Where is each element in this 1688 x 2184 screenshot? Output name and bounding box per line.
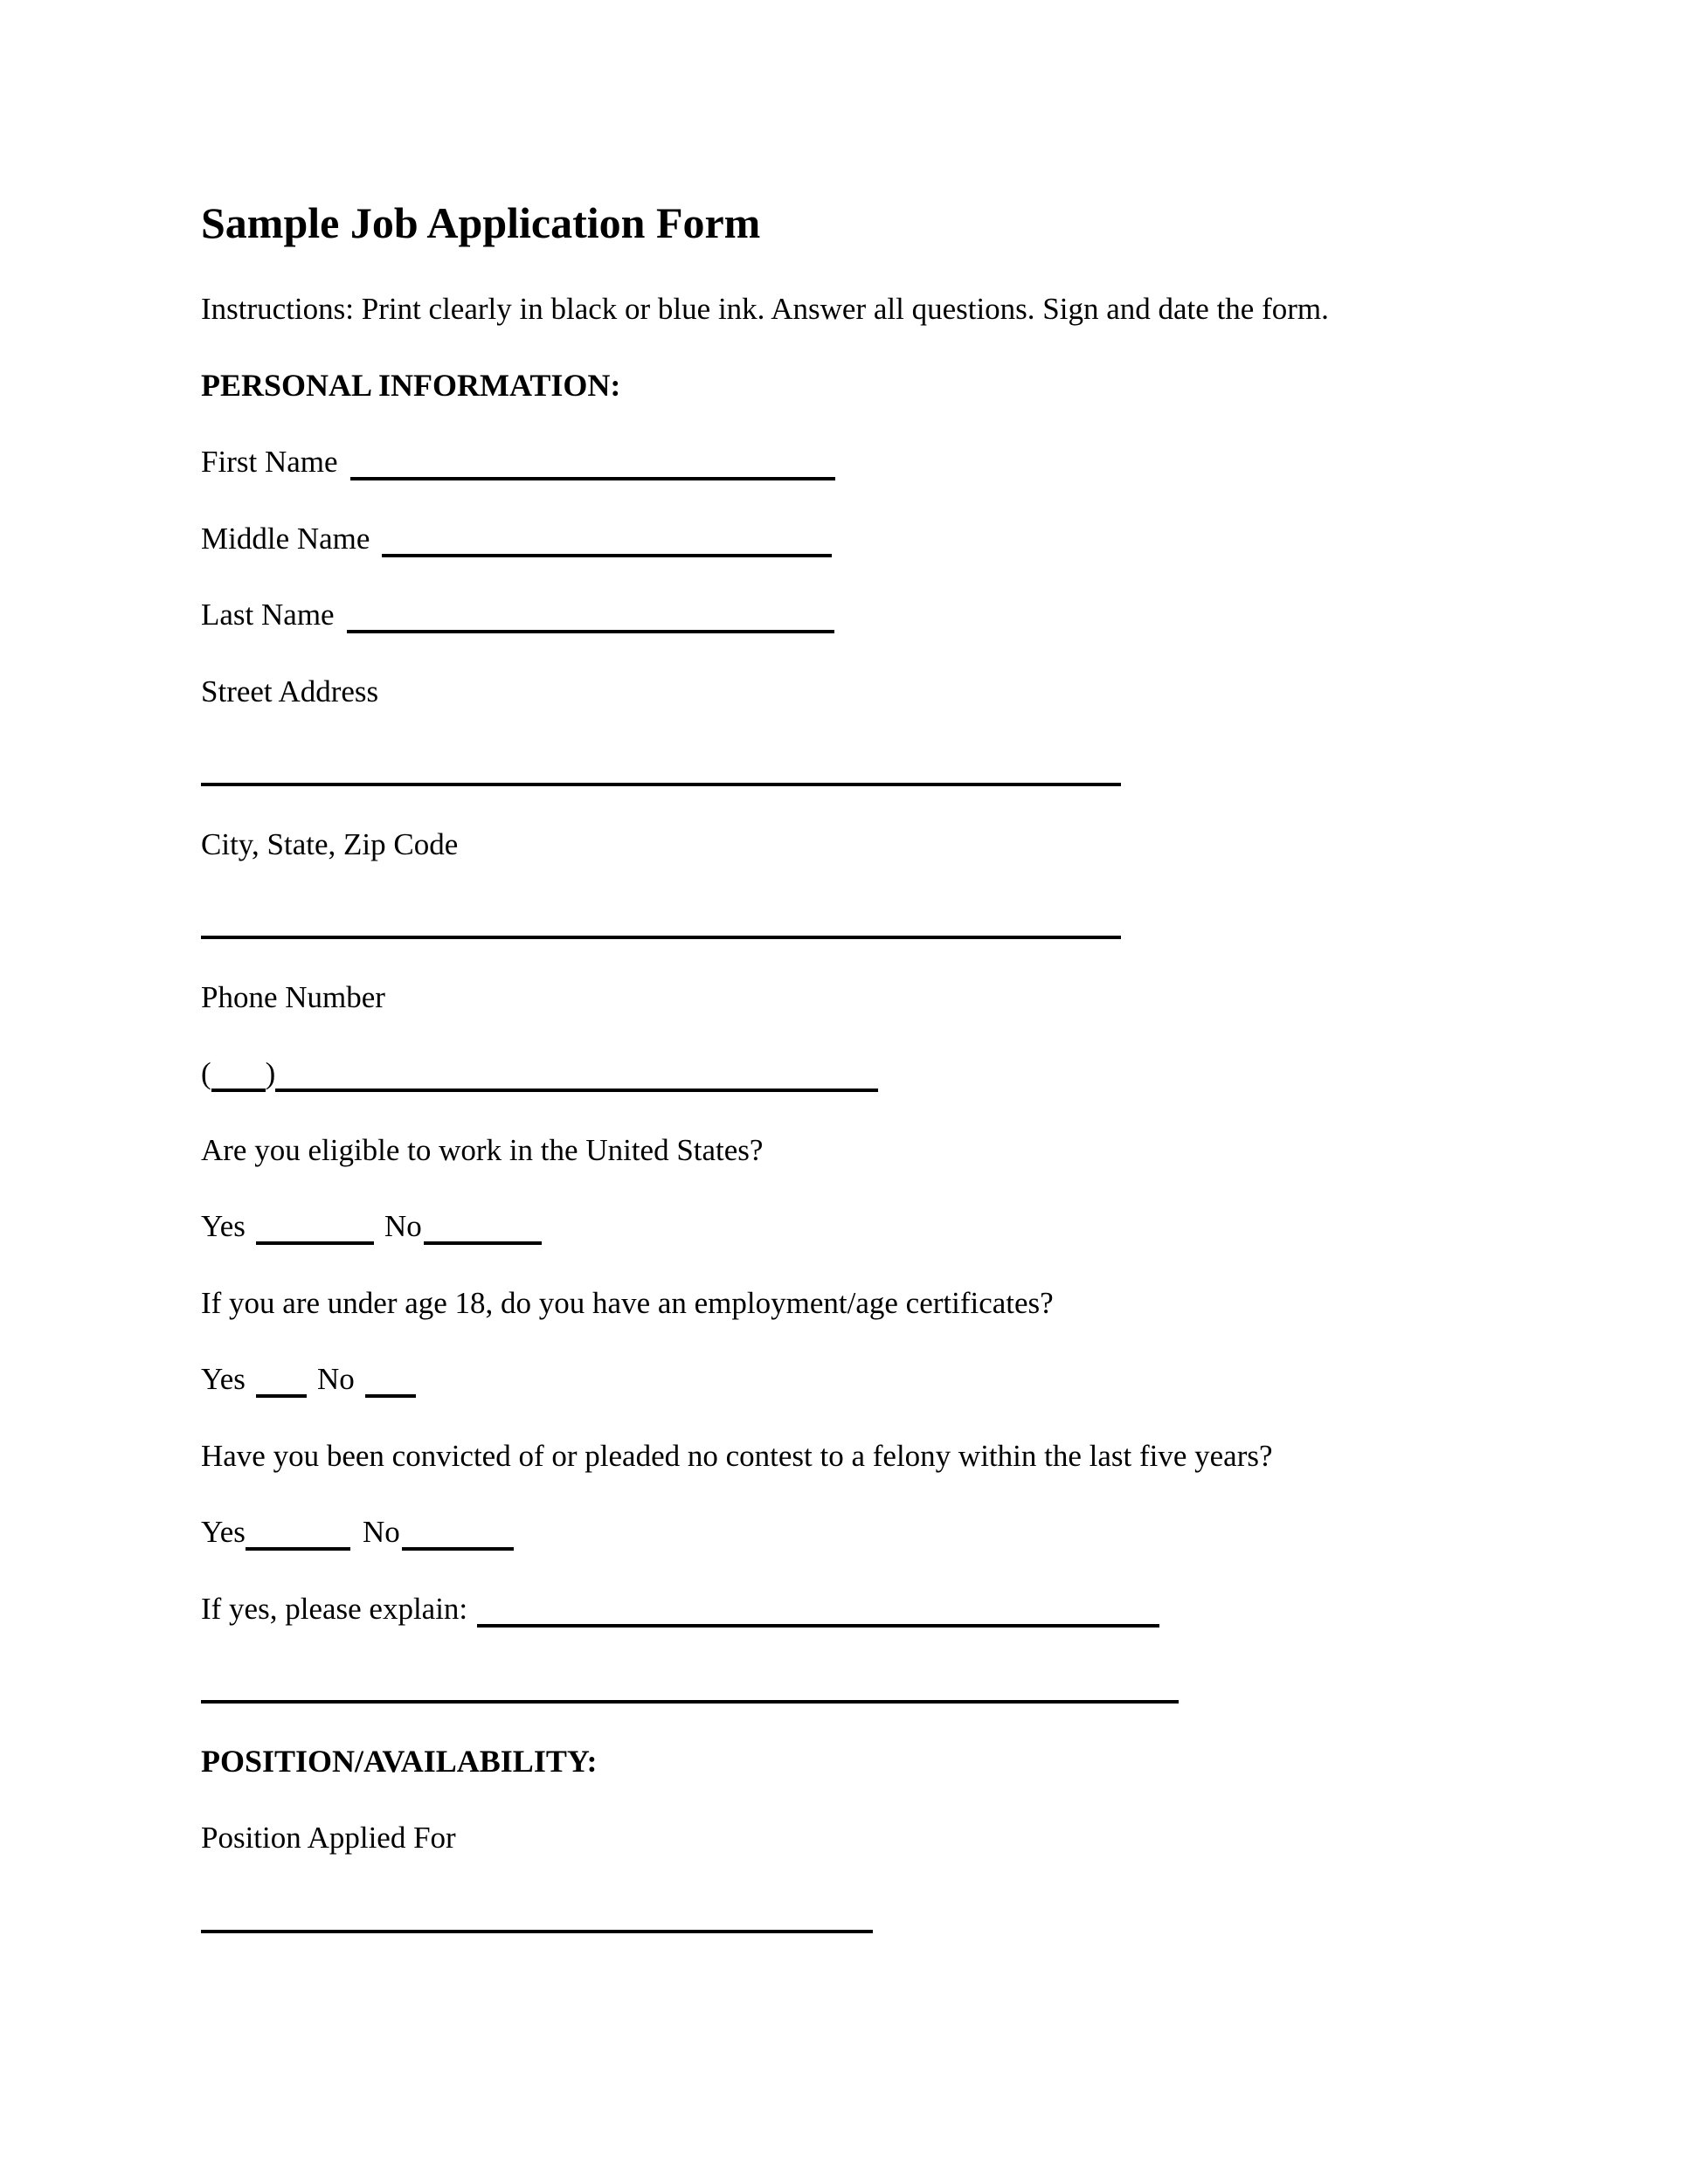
- under18-yes-no-row: [201, 1341, 1688, 1418]
- position-availability-heading: POSITION/AVAILABILITY:: [201, 1743, 598, 1779]
- eligible-yes-label: Yes: [201, 1209, 246, 1243]
- street-address-label: Street Address: [201, 674, 379, 708]
- felony-yes-label: Yes: [201, 1515, 246, 1549]
- phone-area-code-blank: [211, 1089, 266, 1092]
- explain-continuation-blank: [201, 1700, 1179, 1704]
- explain-continuation-blank-row: [201, 1647, 1688, 1724]
- eligible-no-label: No: [384, 1209, 422, 1243]
- felony-no-label: No: [362, 1515, 400, 1549]
- middle-name-blank: [382, 554, 832, 557]
- form-title: Sample Job Application Form: [201, 198, 761, 247]
- middle-name-label: Middle Name: [201, 521, 370, 556]
- eligible-yes-no-row: [201, 1188, 1688, 1265]
- last-name-label: Last Name: [201, 598, 335, 632]
- phone-number-blank-row: [201, 1035, 1688, 1112]
- position-applied-label: Position Applied For: [201, 1821, 456, 1855]
- instructions-text: Instructions: Print clearly in black or blue ink. Answer all questions. Sign and date the form.: [201, 292, 1329, 326]
- felony-yes-blank: [246, 1547, 350, 1551]
- explain-blank: [477, 1624, 1159, 1628]
- under18-yes-blank: [256, 1394, 307, 1398]
- first-name-label: First Name: [201, 445, 338, 479]
- personal-information-heading: PERSONAL INFORMATION:: [201, 367, 621, 403]
- position-applied-blank: [201, 1930, 873, 1933]
- city-state-zip-label: City, State, Zip Code: [201, 826, 459, 861]
- street-address-blank: [201, 783, 1121, 786]
- felony-no-blank: [402, 1547, 514, 1551]
- explain-row: [201, 1571, 1688, 1648]
- felony-question: Have you been convicted of or pleaded no contest to a felony within the last five years?: [201, 1438, 1273, 1473]
- last-name-row: [201, 577, 1688, 653]
- phone-number-label: Phone Number: [201, 979, 385, 1014]
- first-name-blank: [350, 477, 835, 480]
- eligible-question: Are you eligible to work in the United States?: [201, 1132, 764, 1167]
- middle-name-row: [201, 501, 1688, 577]
- phone-close-paren: ): [265, 1056, 276, 1090]
- under18-no-label: No: [316, 1362, 355, 1396]
- street-address-blank-row: [201, 729, 1688, 806]
- phone-number-label-row: [201, 959, 1688, 1036]
- last-name-blank: [347, 630, 834, 633]
- position-applied-label-row: [201, 1800, 1688, 1876]
- explain-label: If yes, please explain:: [201, 1591, 468, 1626]
- under18-no-blank: [365, 1394, 416, 1398]
- city-state-zip-blank: [201, 936, 1121, 939]
- phone-open-paren: (: [201, 1056, 211, 1090]
- phone-number-blank: [275, 1089, 878, 1092]
- felony-yes-no-row: [201, 1494, 1688, 1571]
- eligible-no-blank: [424, 1241, 542, 1245]
- street-address-label-row: [201, 653, 1688, 730]
- eligible-yes-blank: [256, 1241, 374, 1245]
- under18-question: If you are under age 18, do you have an employment/age certificates?: [201, 1285, 1054, 1320]
- first-name-row: [201, 424, 1688, 501]
- city-state-zip-label-row: [201, 806, 1688, 883]
- city-state-zip-blank-row: [201, 882, 1688, 959]
- position-applied-blank-row: [201, 1876, 1688, 1953]
- under18-yes-label: Yes: [201, 1362, 246, 1396]
